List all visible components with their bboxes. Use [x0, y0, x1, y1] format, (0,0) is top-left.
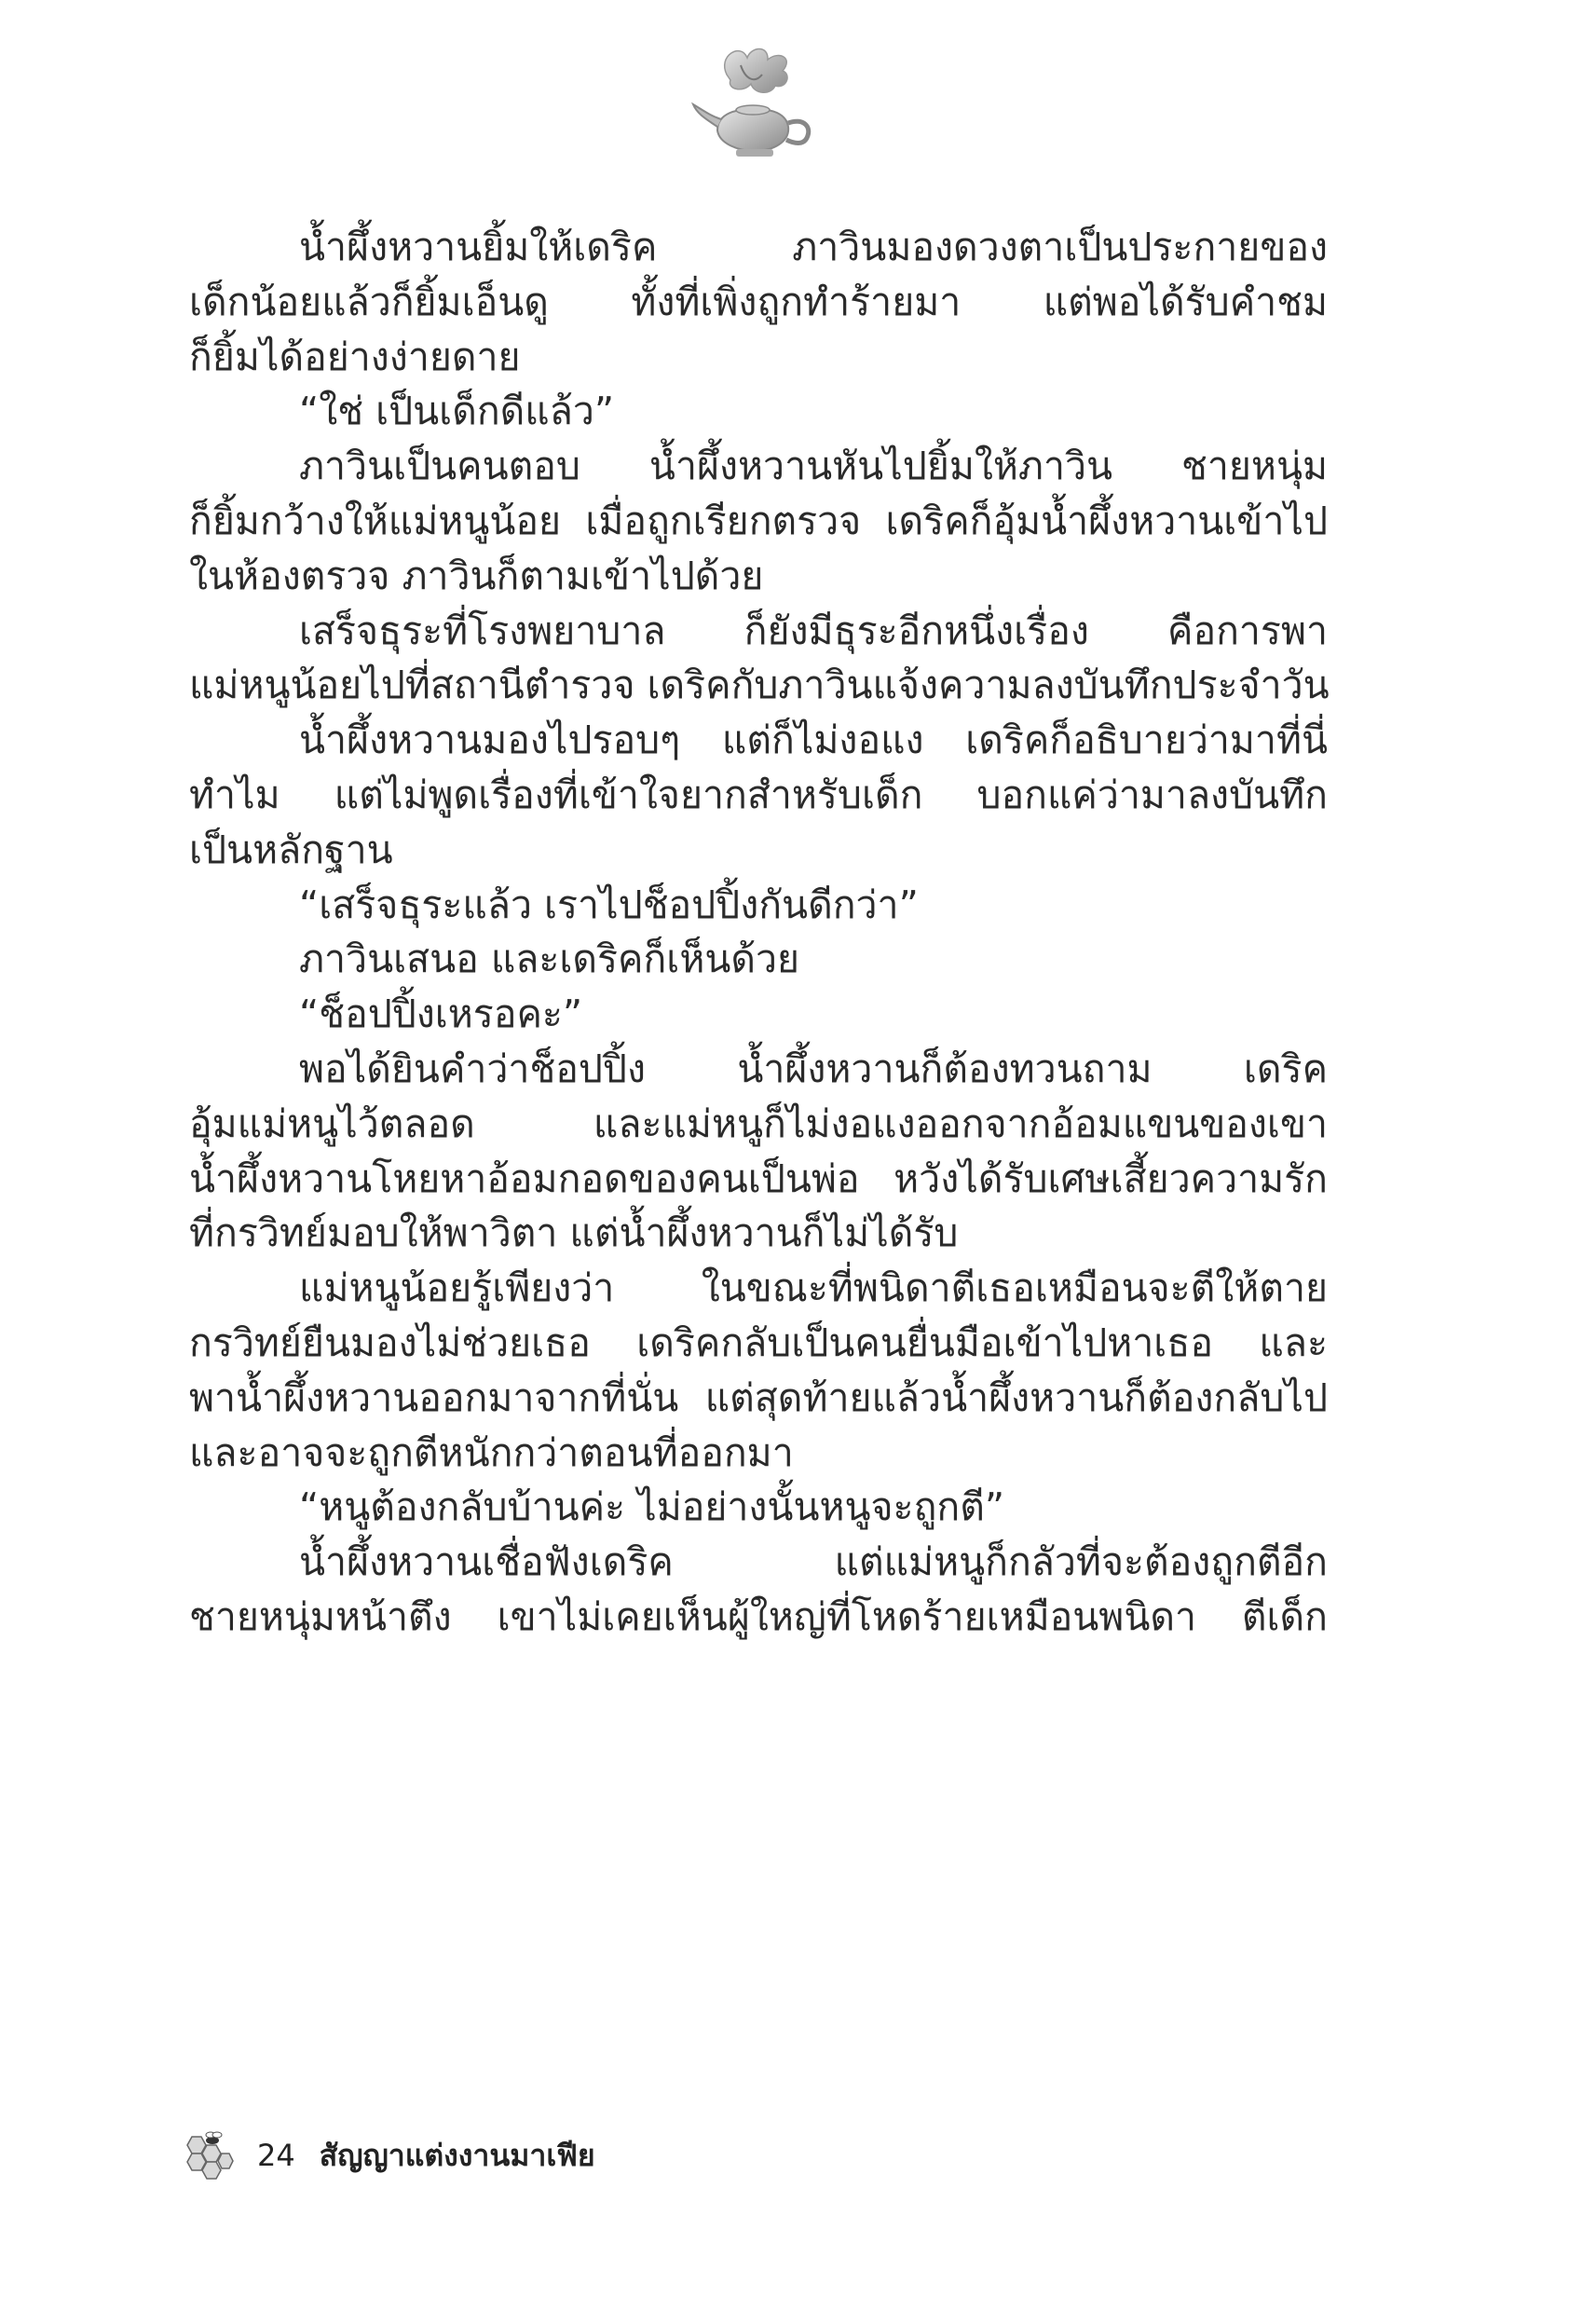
text-line: ที่กรวิทย์มอบให้พาวิตา แต่น้ำผึ้งหวานก็ไม่ได้รับ [189, 1210, 959, 1256]
text-line: ทำไม แต่ไม่พูดเรื่องที่เข้าใจยากสำหรับเด็ก บอกแค่ว่ามาลงบันทึก [189, 772, 1328, 817]
text-line: และอาจจะถูกตีหนักกว่าตอนที่ออกมา [189, 1429, 794, 1475]
text-line: “ใช่ เป็นเด็กดีแล้ว” [299, 389, 615, 434]
text-line: “หนูต้องกลับบ้านค่ะ ไม่อย่างนั้นหนูจะถูกตี” [299, 1484, 1005, 1530]
text-line: แม่หนูน้อยรู้เพียงว่า ในขณะที่พนิดาตีเธอเหมือนจะตีให้ตาย [299, 1265, 1328, 1311]
text-line: พาน้ำผึ้งหวานออกมาจากที่นั่น แต่สุดท้ายแล้วน้ำผึ้งหวานก็ต้องกลับไป [189, 1374, 1328, 1420]
text-line: เด็กน้อยแล้วก็ยิ้มเอ็นดู ทั้งที่เพิ่งถูกทำร้ายมา แต่พอได้รับคำชม [189, 279, 1328, 324]
text-line: ชายหนุ่มหน้าตึง เขาไม่เคยเห็นผู้ใหญ่ที่โหดร้ายเหมือนพนิดา ตีเด็ก [189, 1593, 1328, 1639]
text-line: ภาวินเป็นคนตอบ น้ำผึ้งหวานหันไปยิ้มให้ภาวิน ชายหนุ่ม [299, 444, 1328, 489]
book-title: สัญญาแต่งงานมาเฟีย [319, 2137, 595, 2173]
text-line: ในห้องตรวจ ภาวินก็ตามเข้าไปด้วย [189, 553, 764, 598]
page-footer [179, 2123, 595, 2188]
magic-lamp-ornament-icon [689, 37, 820, 168]
text-line: “ช็อปปิ้งเหรอคะ” [299, 991, 583, 1037]
honeycomb-bee-icon [179, 2129, 235, 2181]
text-line: เสร็จธุระที่โรงพยาบาล ก็ยังมีธุระอีกหนึ่งเรื่อง คือการพา [299, 608, 1328, 653]
page-number: 24 [257, 2138, 295, 2173]
text-line: น้ำผึ้งหวานยิ้มให้เดริค ภาวินมองดวงตาเป็นประกายของ [299, 225, 1328, 269]
body-text [189, 220, 1328, 1645]
text-line: ภาวินเสนอ และเดริคก็เห็นด้วย [299, 937, 800, 982]
text-line: ก็ยิ้มได้อย่างง่ายดาย [189, 334, 521, 379]
text-line: “เสร็จธุระแล้ว เราไปช็อปปิ้งกันดีกว่า” [299, 882, 919, 927]
text-line: น้ำผึ้งหวานมองไปรอบๆ แต่ก็ไม่งอแง เดริคก็อธิบายว่ามาที่นี่ [299, 718, 1328, 763]
text-line: เป็นหลักฐาน [189, 827, 393, 872]
text-line: แม่หนูน้อยไปที่สถานีตำรวจ เดริคกับภาวินแจ้งความลงบันทึกประจำวัน [189, 663, 1330, 708]
text-line: อุ้มแม่หนูไว้ตลอด และแม่หนูก็ไม่งอแงออกจากอ้อมแขนของเขา [189, 1101, 1328, 1146]
text-line: กรวิทย์ยืนมองไม่ช่วยเธอ เดริคกลับเป็นคนยื่นมือเข้าไปหาเธอ และ [189, 1320, 1328, 1365]
text-line: น้ำผึ้งหวานเชื่อฟังเดริค แต่แม่หนูก็กลัวที่จะต้องถูกตีอีก [299, 1539, 1328, 1585]
text-line: พอได้ยินคำว่าช็อปปิ้ง น้ำผึ้งหวานก็ต้องทวนถาม เดริค [299, 1046, 1328, 1091]
text-line: น้ำผึ้งหวานโหยหาอ้อมกอดของคนเป็นพ่อ หวังได้รับเศษเสี้ยวความรัก [189, 1156, 1328, 1201]
text-line: ก็ยิ้มกว้างให้แม่หนูน้อย เมื่อถูกเรียกตรวจ เดริคก็อุ้มน้ำผึ้งหวานเข้าไป [189, 498, 1328, 543]
